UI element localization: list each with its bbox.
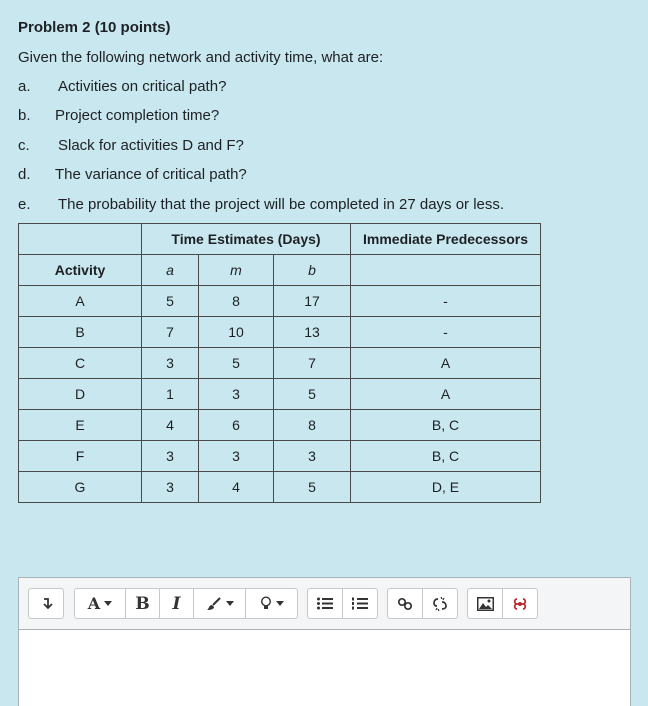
predecessors-cell: D, E xyxy=(351,472,541,503)
bullet-list-icon xyxy=(317,597,333,610)
table-row xyxy=(19,286,541,317)
a-cell: 3 xyxy=(142,472,199,503)
question-text: The probability that the project will be completed in 27 days or less. xyxy=(58,196,505,213)
question-letter: c. xyxy=(18,137,30,154)
table-row xyxy=(19,441,541,472)
ordered-list-button[interactable] xyxy=(342,589,377,618)
activity-cell: E xyxy=(19,410,142,441)
bold-label: B xyxy=(135,593,150,614)
predecessors-cell: A xyxy=(351,348,541,379)
table-row xyxy=(19,410,541,441)
table-row xyxy=(19,379,541,410)
link-icon xyxy=(397,596,413,612)
toolbar-group-lists xyxy=(307,588,378,619)
toolbar-group-collapse xyxy=(28,588,64,619)
m-cell: 3 xyxy=(199,379,274,410)
b-cell: 17 xyxy=(274,286,351,317)
m-cell: 3 xyxy=(199,441,274,472)
expand-arrow-icon xyxy=(39,597,53,611)
activity-cell: D xyxy=(19,379,142,410)
question-text: Slack for activities D and F? xyxy=(58,137,244,154)
problem-title: Problem 2 (10 points) xyxy=(18,19,171,36)
activity-cell: C xyxy=(19,348,142,379)
b-cell: 8 xyxy=(274,410,351,441)
link-button[interactable] xyxy=(388,589,422,618)
unordered-list-button[interactable] xyxy=(308,589,342,618)
a-cell: 3 xyxy=(142,441,199,472)
table-header-row xyxy=(19,224,541,255)
table-row xyxy=(19,348,541,379)
toolbar-toggle-button[interactable] xyxy=(29,589,63,618)
b-cell: 3 xyxy=(274,441,351,472)
editor-toolbar xyxy=(19,578,630,630)
m-cell: 5 xyxy=(199,348,274,379)
unlink-icon xyxy=(431,596,449,612)
font-style-label: A xyxy=(87,594,101,613)
a-cell: 1 xyxy=(142,379,199,410)
a-cell: 5 xyxy=(142,286,199,317)
m-cell: 10 xyxy=(199,317,274,348)
activity-cell: G xyxy=(19,472,142,503)
activity-cell: F xyxy=(19,441,142,472)
problem-intro: Given the following network and activity time, what are: xyxy=(18,49,384,66)
b-cell: 5 xyxy=(274,379,351,410)
activity-cell: A xyxy=(19,286,142,317)
question-letter: d. xyxy=(18,166,31,183)
insert-image-button[interactable] xyxy=(468,589,502,618)
predecessors-cell: B, C xyxy=(351,441,541,472)
toolbar-group-links xyxy=(387,588,458,619)
col-b-header: b xyxy=(274,255,351,286)
chevron-down-icon xyxy=(276,601,284,606)
a-cell: 3 xyxy=(142,348,199,379)
unlink-button[interactable] xyxy=(422,589,457,618)
b-cell: 5 xyxy=(274,472,351,503)
pred-empty-cell xyxy=(351,255,541,286)
question-text: Activities on critical path? xyxy=(58,78,227,95)
text-color-dropdown[interactable] xyxy=(193,589,245,618)
predecessors-cell: A xyxy=(351,379,541,410)
question-letter: a. xyxy=(18,78,31,95)
a-cell: 4 xyxy=(142,410,199,441)
answer-editor xyxy=(18,577,631,706)
a-cell: 7 xyxy=(142,317,199,348)
immediate-predecessors-header: Immediate Predecessors xyxy=(351,224,541,255)
italic-label: I xyxy=(172,593,181,614)
media-icon xyxy=(512,596,528,612)
col-a-header: a xyxy=(142,255,199,286)
m-cell: 8 xyxy=(199,286,274,317)
bold-button[interactable] xyxy=(125,589,159,618)
italic-button[interactable] xyxy=(159,589,193,618)
b-cell: 13 xyxy=(274,317,351,348)
m-cell: 4 xyxy=(199,472,274,503)
question-text: Project completion time? xyxy=(55,107,220,124)
answer-text-area[interactable] xyxy=(19,630,630,706)
b-cell: 7 xyxy=(274,348,351,379)
question-letter: b. xyxy=(18,107,31,124)
time-estimates-header: Time Estimates (Days) xyxy=(142,224,351,255)
question-letter: e. xyxy=(18,196,31,213)
chevron-down-icon xyxy=(104,601,112,606)
lightbulb-icon xyxy=(260,596,272,611)
table-row xyxy=(19,317,541,348)
table-row xyxy=(19,472,541,503)
question-text: The variance of critical path? xyxy=(55,166,247,183)
numbered-list-icon xyxy=(352,597,368,610)
toolbar-group-format xyxy=(74,588,298,619)
font-style-dropdown[interactable] xyxy=(75,589,125,618)
toolbar-group-media xyxy=(467,588,538,619)
predecessors-cell: - xyxy=(351,286,541,317)
col-m-header: m xyxy=(199,255,274,286)
chevron-down-icon xyxy=(226,601,234,606)
activity-table xyxy=(18,223,541,503)
paintbrush-icon xyxy=(206,597,222,611)
m-cell: 6 xyxy=(199,410,274,441)
predecessors-cell: - xyxy=(351,317,541,348)
predecessors-cell: B, C xyxy=(351,410,541,441)
activity-cell: B xyxy=(19,317,142,348)
table-subheader-row xyxy=(19,255,541,286)
header-empty-cell xyxy=(19,224,142,255)
image-icon xyxy=(477,597,494,611)
background-color-dropdown[interactable] xyxy=(245,589,297,618)
insert-media-button[interactable] xyxy=(502,589,537,618)
activity-header: Activity xyxy=(19,255,142,286)
